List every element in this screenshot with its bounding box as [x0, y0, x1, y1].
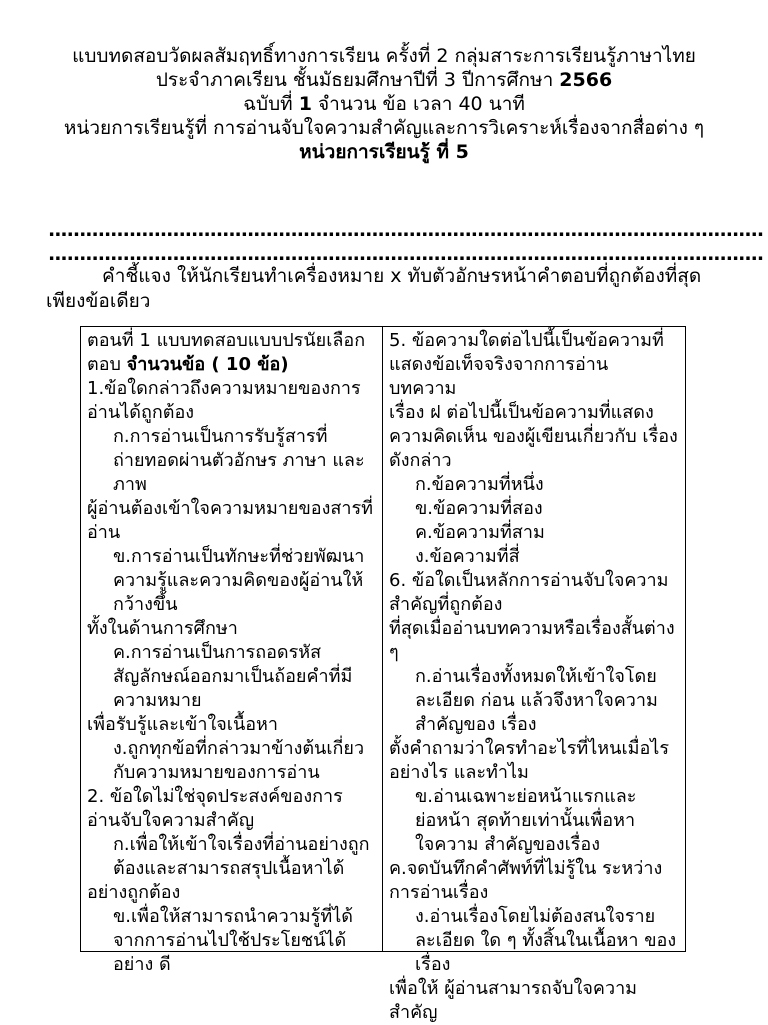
section-title-text: ตอนที่ 1 แบบทดสอบแบบปรนัยเลือกตอบ: [87, 330, 366, 375]
q2-choice-b-end: ดี: [159, 954, 171, 975]
q2-choice-a-cont: อย่างถูกต้อง: [87, 882, 181, 903]
q6-choice-a-cont: [389, 737, 679, 785]
q5-choice-b[interactable]: [389, 497, 679, 521]
q5-passage-b: ความคิดเห็น ของผู้เขียนเกี่ยวกับ: [389, 426, 637, 447]
q5-choice-c[interactable]: [389, 521, 679, 545]
question-5: [389, 329, 679, 401]
right-column: [383, 327, 685, 1023]
q1-choice-a[interactable]: [87, 425, 376, 497]
q6-choice-d[interactable]: [389, 905, 679, 977]
q1-choice-d-text: ง.ถูกทุกข้อที่กล่าวมาข้างต้นเกี่ยวกับความหมายของการอ่าน: [113, 738, 365, 783]
header-minutes: 40: [458, 93, 483, 115]
q1-choice-b-text: ข.การอ่านเป็นทักษะที่ช่วยพัฒนาความรู้และความคิดของผู้อ่านให้: [113, 546, 365, 591]
q1-choice-b-cont: ทั้งในด้านการศึกษา: [87, 618, 238, 639]
question-2: 2. ข้อใดไม่ใช่จุดประสงค์ของการอ่านจับใจความสำคัญ: [87, 786, 343, 831]
question-5-cont: บทความ: [389, 378, 457, 399]
header-line-2: [40, 68, 728, 92]
q5-passage-a: เรื่อง ฝ ต่อไปนี้เป็นข้อความที่แสดง: [389, 402, 654, 423]
header-minutes-unit: นาที: [488, 93, 525, 115]
section-count: จำนวนข้อ ( 10 ข้อ): [126, 354, 289, 375]
q6-choice-b-end: สำคัญของเรื่อง: [484, 834, 600, 855]
header-unit-title: หน่วยการเรียนรู้ที่ การอ่านจับใจความสำคัญและการวิเคราะห์เรื่องจากสื่อต่าง ๆ: [63, 117, 705, 139]
dotted-line-1: ...................................................................................................................: [48, 219, 764, 241]
header-count-time: จำนวน ข้อ เวลา: [318, 93, 453, 115]
q2-choice-b-text: ข.เพื่อให้สามารถนำความรู้ที่ได้จากการอ่านไปใช้ประโยชน์ได้อย่าง: [113, 906, 353, 975]
exam-header: [40, 44, 728, 164]
q2-choice-b[interactable]: [87, 905, 376, 977]
q6-choice-c[interactable]: ค.จดบันทึกคำศัพท์ที่ไม่รู้ใน ระหว่างการอ่านเรื่อง: [389, 858, 663, 903]
q1-choice-c-cont: เพื่อรับรู้และเข้าใจเนื้อหา: [87, 714, 279, 735]
q6-choice-a-cont-text: ตั้งคำถามว่าใครทำอะไรที่ไหนเมื่อไรอย่างไร: [389, 738, 670, 783]
header-level: ประจำภาคเรียน ชั้นมัธยมศึกษาปีที่ 3 ปีการศึกษา: [155, 69, 554, 91]
question-6: 6. ข้อใดเป็นหลักการอ่านจับใจความสำคัญที่ถูกต้อง: [389, 570, 669, 615]
instruction: [46, 264, 726, 314]
q5-choice-d-text: ง.ข้อความที่สี่: [415, 546, 520, 567]
q5-choice-a[interactable]: [389, 473, 679, 497]
q5-passage: [389, 401, 679, 473]
q6-choice-d-text: ง.อ่านเรื่องโดยไม่ต้องสนใจรายละเอียด ใด ๆ ทั้งสิ้นในเนื้อหา: [415, 906, 656, 951]
q1-choice-a-text: ก.การอ่านเป็นการรับรู้สารที่ถ่ายทอดผ่านตัวอักษร ภาษา: [113, 426, 328, 471]
q1-choice-a-cont: ผู้อ่านต้องเข้าใจความหมายของสารที่อ่าน: [87, 498, 373, 543]
section-title: [87, 329, 376, 377]
q2-choice-a-text: ก.เพื่อให้เข้าใจเรื่องที่อ่านอย่างถูกต้องและสามารถสรุปเนื้อหาได้: [113, 834, 370, 879]
header-title: แบบทดสอบวัดผลสัมฤทธิ์ทางการเรียน ครั้งที่ 2 กลุ่มสาระการเรียนรู้ภาษาไทย: [72, 45, 696, 67]
header-line-4: [40, 116, 728, 164]
q1-choice-b[interactable]: [87, 545, 376, 617]
q1-choice-a-end: และภาพ: [113, 450, 365, 495]
question-1: 1.ข้อใดกล่าวถึงความหมายของการอ่านได้ถูกต้อง: [87, 378, 361, 423]
left-column: [81, 327, 383, 975]
header-line-3: [40, 92, 728, 116]
q1-choice-b-end: กว้างขึ้น: [113, 594, 178, 615]
q2-choice-a[interactable]: [87, 833, 376, 881]
q5-choice-c-text: ค.ข้อความที่สาม: [415, 522, 545, 543]
q5-choice-b-text: ข.ข้อความที่สอง: [415, 498, 543, 519]
header-unit-number: หน่วยการเรียนรู้ ที่ 5: [299, 141, 469, 163]
q6-choice-b-text: ข.อ่านเฉพาะย่อหน้าแรกและย่อหน้า สุดท้ายเท่านั้นเพื่อหาใจความ: [415, 786, 637, 855]
q5-choice-a-text: ก.ข้อความที่หนึ่ง: [415, 474, 544, 495]
q1-choice-c-text: ค.การอ่านเป็นการถอดรหัสสัญลักษณ์ออกมาเป็นถ้อยคำที่มีความหมาย: [113, 642, 353, 711]
question-5-text: 5. ข้อความใดต่อไปนี้เป็นข้อความที่แสดงข้อเท็จจริงจากการอ่าน: [389, 330, 664, 375]
q6-choice-a-cont-end: และทำไม: [453, 762, 529, 783]
q1-choice-d[interactable]: [87, 737, 376, 785]
q5-passage-c: เรื่องดังกล่าว: [389, 426, 678, 471]
q6-choice-a-text: ก.อ่านเรื่องทั้งหมดให้เข้าใจโดยละเอียด ก่อน แล้วจึงหาใจความสำคัญของ: [415, 666, 658, 735]
q6-choice-b[interactable]: [389, 785, 679, 857]
question-table: [80, 326, 686, 1023]
dotted-line-2: ...................................................................................................................: [48, 243, 764, 265]
header-set-number: 1: [298, 93, 312, 115]
question-6-cont: ที่สุดเมื่ออ่านบทความหรือเรื่องสั้นต่าง ๆ: [389, 618, 675, 663]
header-year: 2566: [559, 69, 613, 91]
q6-choice-d-end: ของเรื่อง: [415, 930, 677, 975]
q6-choice-a[interactable]: [389, 665, 679, 737]
q5-choice-d[interactable]: [389, 545, 679, 569]
header-line-1: [40, 44, 728, 68]
q6-last-line: เพื่อให้ ผู้อ่านสามารถจับใจความสำคัญ: [389, 978, 638, 1023]
q1-choice-c[interactable]: [87, 641, 376, 713]
q6-choice-a-end: เรื่อง: [501, 714, 537, 735]
header-set-label: ฉบับที่: [243, 93, 293, 115]
instruction-text: คำชี้แจง ให้นักเรียนทำเครื่องหมาย x ทับตัวอักษรหน้าคำตอบที่ถูกต้องที่สุดเพียงข้อเดียว: [46, 265, 702, 312]
